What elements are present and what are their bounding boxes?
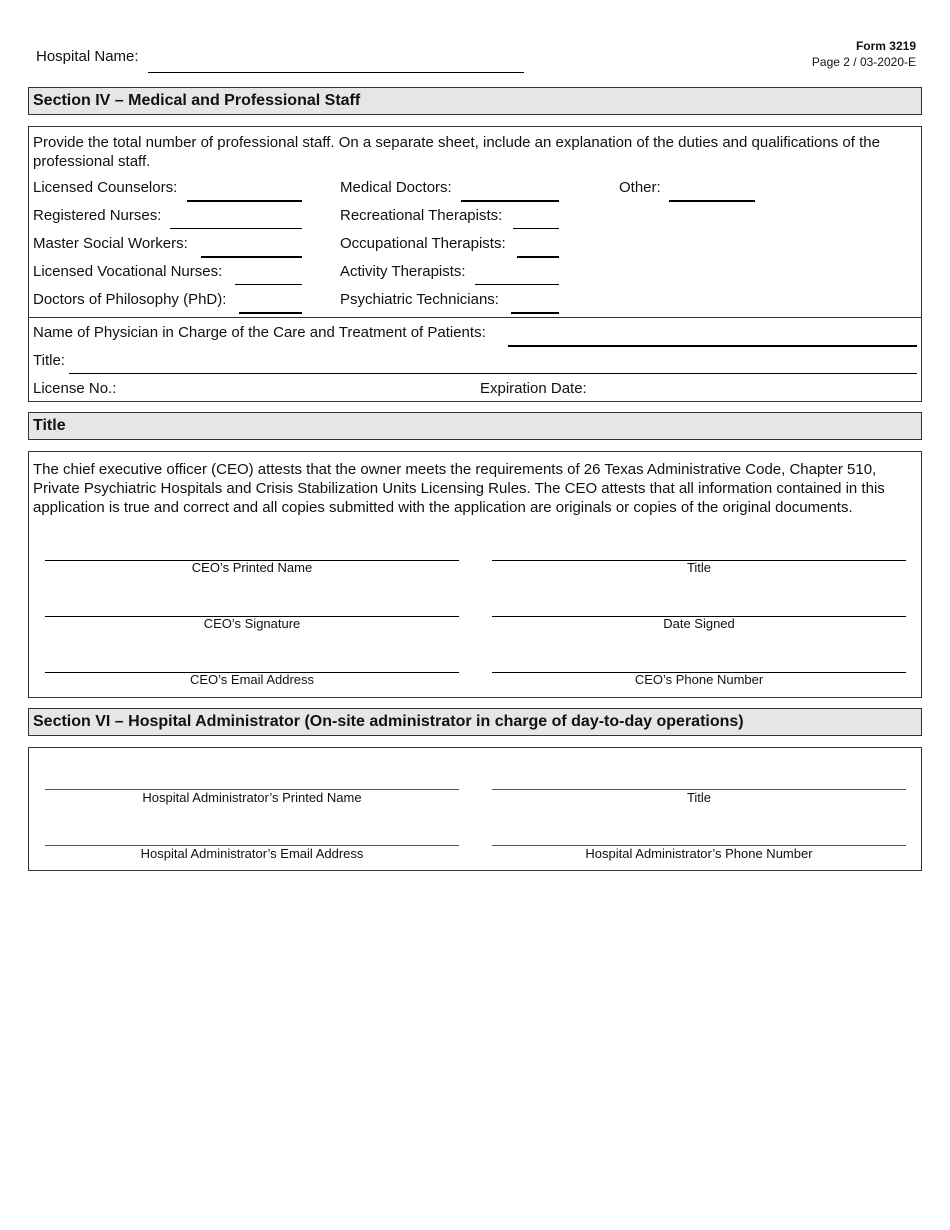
physician-title-label: Title: <box>33 352 65 369</box>
admin-email-caption: Hospital Administrator’s Email Address <box>140 846 364 861</box>
phd-label: Doctors of Philosophy (PhD): <box>33 291 227 308</box>
licensed-vocational-nurses-field[interactable] <box>235 267 302 285</box>
master-social-workers-field[interactable] <box>201 239 302 258</box>
recreational-therapists-label: Recreational Therapists: <box>340 207 503 224</box>
section-iv-header: Section IV – Medical and Professional Staff <box>28 87 922 115</box>
licensed-vocational-nurses-label: Licensed Vocational Nurses: <box>33 263 223 280</box>
section-iv-divider <box>29 317 921 318</box>
section-iv-box <box>28 126 922 402</box>
admin-title-caption: Title <box>686 790 712 805</box>
activity-therapists-field[interactable] <box>475 267 559 285</box>
occupational-therapists-label: Occupational Therapists: <box>340 235 506 252</box>
form-number: Form 3219 <box>855 39 916 53</box>
admin-phone-caption: Hospital Administrator’s Phone Number <box>585 846 813 861</box>
license-number-label: License No.: <box>33 380 117 397</box>
ceo-attestation-text: The chief executive officer (CEO) attests that the owner meets the requirements of 26 Texas Administrative Code, Chapter 510, Private Psychiatric Hospitals and Crisis Stabilization Units Licensing Rules. The CEO attests that all information contained in this application is true and correct and all copies submitted with the application are originals or copies of the original documents. <box>33 461 885 516</box>
ceo-phone-caption: CEO’s Phone Number <box>634 672 764 687</box>
psychiatric-technicians-field[interactable] <box>511 295 559 314</box>
ceo-printed-name-caption: CEO’s Printed Name <box>191 560 313 575</box>
medical-doctors-label: Medical Doctors: <box>340 179 452 196</box>
recreational-therapists-field[interactable] <box>513 211 559 229</box>
hospital-name-field[interactable] <box>148 56 524 73</box>
section-vi-header: Section VI – Hospital Administrator (On-site administrator in charge of day-to-day operations) <box>28 708 922 736</box>
hospital-name-label: Hospital Name: <box>36 48 139 65</box>
occupational-therapists-field[interactable] <box>517 239 559 258</box>
date-signed-caption: Date Signed <box>663 616 735 631</box>
other-label: Other: <box>619 179 661 196</box>
physician-title-field[interactable] <box>69 356 917 374</box>
psychiatric-technicians-label: Psychiatric Technicians: <box>340 291 499 308</box>
admin-printed-name-caption: Hospital Administrator’s Printed Name <box>142 790 362 805</box>
licensed-counselors-field[interactable] <box>187 183 302 202</box>
phd-field[interactable] <box>239 295 302 314</box>
other-field[interactable] <box>669 183 755 202</box>
page-info: Page 2 / 03-2020-E <box>811 55 916 69</box>
staff-instructions: Provide the total number of professional staff. On a separate sheet, include an explanation of the duties and qualifications of the professional staff. <box>33 134 880 170</box>
section-vi-box <box>28 747 922 871</box>
physician-label: Name of Physician in Charge of the Care and Treatment of Patients: <box>33 324 486 341</box>
activity-therapists-label: Activity Therapists: <box>340 263 466 280</box>
registered-nurses-field[interactable] <box>170 211 302 229</box>
ceo-email-caption: CEO’s Email Address <box>189 672 315 687</box>
physician-field[interactable] <box>508 328 917 347</box>
expiration-date-label: Expiration Date: <box>480 380 587 397</box>
ceo-title-caption: Title <box>686 560 712 575</box>
ceo-signature-caption: CEO’s Signature <box>203 616 301 631</box>
section-v-header: Title <box>28 412 922 440</box>
registered-nurses-label: Registered Nurses: <box>33 207 162 224</box>
master-social-workers-label: Master Social Workers: <box>33 235 188 252</box>
section-v-box <box>28 451 922 698</box>
medical-doctors-field[interactable] <box>461 183 559 202</box>
licensed-counselors-label: Licensed Counselors: <box>33 179 178 196</box>
